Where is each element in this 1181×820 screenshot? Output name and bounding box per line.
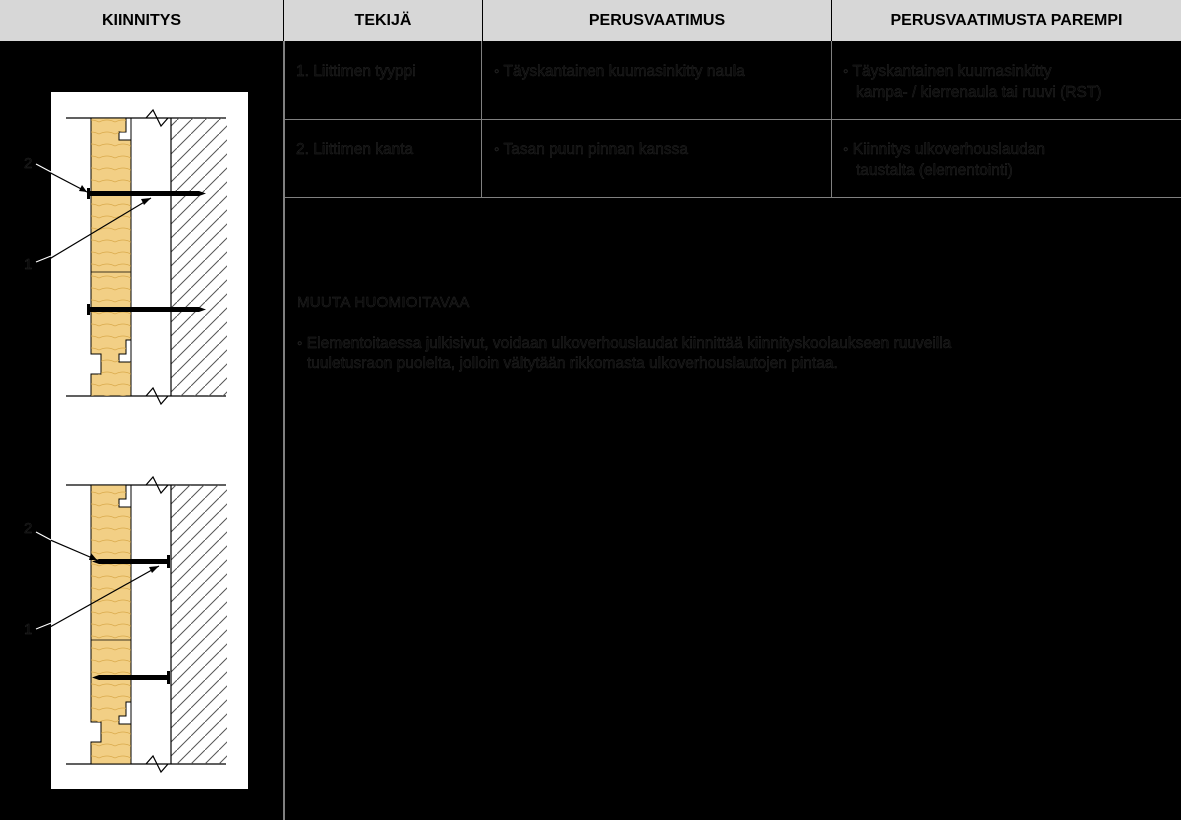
row-divider-2 bbox=[284, 197, 1181, 198]
header-kiinnitys: KIINNITYS bbox=[0, 0, 284, 41]
row1-tekija: 1. Liittimen tyyppi bbox=[296, 63, 416, 80]
row-divider-1 bbox=[284, 119, 1181, 120]
top-label-2: 2 bbox=[24, 155, 33, 172]
bottom-label-2: 2 bbox=[24, 520, 33, 537]
row2-perusvaatimus: ◦ Tasan puun pinnan kanssa bbox=[494, 141, 688, 158]
row1-perusvaatimus: ◦ Täyskantainen kuumasinkitty naula bbox=[494, 63, 745, 80]
column-divider-left bbox=[283, 41, 285, 820]
row2-parempi-line1: ◦ Kiinnitys ulkoverhouslaudan bbox=[843, 141, 1045, 158]
muuta-heading: MUUTA HUOMIOITAVAA bbox=[297, 294, 470, 311]
header-perusvaatimus: PERUSVAATIMUS bbox=[483, 0, 832, 41]
row2-parempi bbox=[843, 139, 1045, 181]
muuta-text bbox=[297, 334, 1117, 374]
bottom-label-1: 1 bbox=[24, 621, 33, 638]
header-parempi: PERUSVAATIMUSTA PAREMPI bbox=[832, 0, 1181, 41]
top-detail bbox=[51, 110, 227, 404]
row1-parempi-line2: kampa- / kierrenaula tai ruuvi (RST) bbox=[856, 84, 1102, 101]
muuta-line2: tuuletusraon puolelta, jolloin vältytään rikkomasta ulkoverhouslautojen pintaa. bbox=[307, 355, 838, 372]
row2-parempi-line2: taustalta (elementointi) bbox=[856, 162, 1013, 179]
bottom-detail bbox=[51, 477, 227, 772]
top-label-1: 1 bbox=[24, 256, 33, 273]
fastening-illustration bbox=[51, 92, 248, 789]
header-tekija: TEKIJÄ bbox=[284, 0, 483, 41]
cladding-section-drawing bbox=[51, 92, 248, 789]
row2-tekija: 2. Liittimen kanta bbox=[296, 141, 414, 158]
leader-extensions bbox=[0, 92, 60, 792]
row1-parempi-line1: ◦ Täyskantainen kuumasinkitty bbox=[843, 63, 1052, 80]
muuta-line1: ◦ Elementoitaessa julkisivut, voidaan ulkoverhouslaudat kiinnittää kiinnityskoolaukseen ruuveilla bbox=[297, 335, 952, 352]
row1-parempi bbox=[843, 61, 1102, 103]
